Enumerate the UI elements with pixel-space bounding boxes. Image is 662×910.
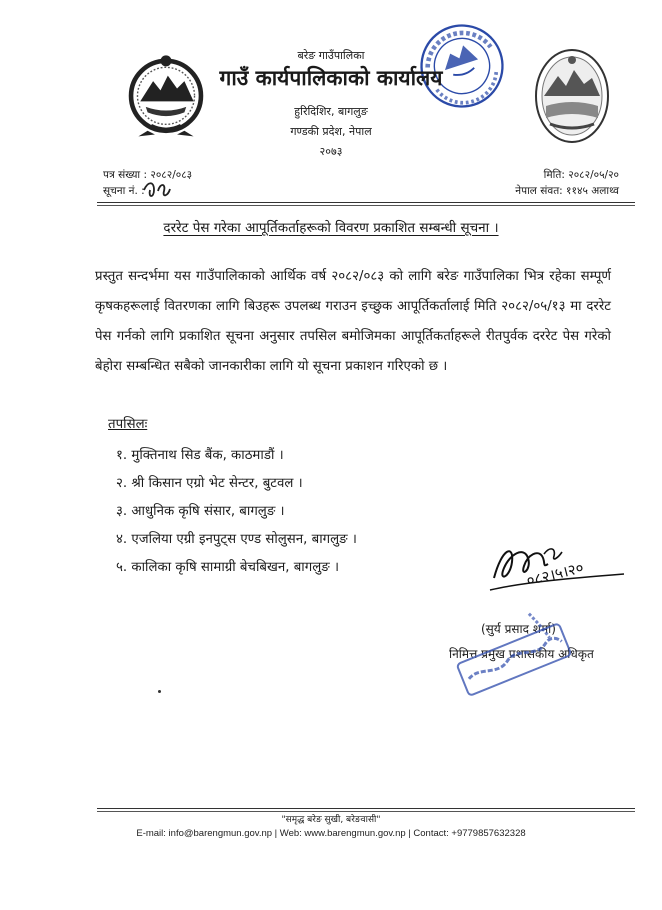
org-small-name: बरेङ गाउँपालिका: [297, 49, 365, 62]
handwritten-number-icon: [142, 181, 182, 199]
list-item: ३. आधुनिक कृषि संसार, बागलुङ ।: [116, 504, 285, 519]
notice-subject: दररेट पेस गरेका आपूर्तिकर्ताहरूको विवरण प्रकाशित सम्बन्धी सूचना ।: [163, 220, 499, 236]
supplier-list: [116, 442, 357, 582]
list-item: ४. एजलिया एग्री इनपुट्स एण्ड सोलुसन, बागलुङ ।: [116, 532, 357, 547]
notice-body: प्रस्तुत सन्दर्भमा यस गाउँपालिकाको आर्थिक वर्ष २०८२/०८३ को लागि बरेङ गाउँपालिका भित्र रहेका सम्पूर्ण कृषकहरूलाई वितरणका लागि बिउहरू उपलब्ध गराउन इच्छुक आपूर्तिकर्तालाई मिति २०८२/०५/१३ मा दररेट पेस गर्नको लागि प्रकाशित सूचना अनुसार तपसिल बमोजिमका आपूर्तिकर्ताहरूले रीतपुर्वक दररेट पेस गरेको बेहोरा सम्बन्धित सबैको जानकारीका लागि यो सूचना प्रकाशन गरिएको छ ।: [95, 269, 611, 374]
signature-date: ०८२।५।२०: [524, 558, 586, 590]
list-item: २. श्री किसान एग्रो भेट सेन्टर, बुटवल ।: [116, 476, 303, 491]
municipality-logo-icon: [532, 46, 612, 146]
footer-contact: E-mail: info@barengmun.gov.np | Web: www.barengmun.gov.np | Contact: +9779857632328: [136, 828, 526, 839]
signature-icon: [484, 538, 634, 602]
address-line-1: हुरिदिशिर, बागलुङ: [294, 105, 368, 118]
office-title: गाउँ कार्यपालिकाको कार्यालय: [219, 66, 443, 90]
letter-number: पत्र संख्या : २०८२/०८३: [103, 169, 193, 181]
header-divider-thin: [97, 205, 635, 206]
footer-divider: [97, 808, 635, 809]
stray-dot: [158, 690, 161, 693]
letter-date: मिति: २०८२/०५/२०: [543, 169, 619, 181]
signer-name: (सुर्य प्रसाद शर्मा): [481, 622, 556, 636]
list-heading: तपसिलः: [108, 417, 148, 432]
nepal-era-date: नेपाल संवत: ११४५ अलाथ्व: [515, 185, 619, 197]
signer-title: निमित्त प्रमुख प्रशासकीय अधिकृत: [449, 647, 594, 661]
address-line-2: गण्डकी प्रदेश, नेपाल: [290, 125, 372, 138]
list-item: १. मुक्तिनाथ सिड बैंक, काठमाडौं ।: [116, 448, 284, 463]
notice-number: सूचना नं. :: [103, 185, 145, 197]
officer-stamp-icon: [452, 612, 582, 722]
established-year: २०७३: [319, 145, 343, 158]
list-item: ५. कालिका कृषि सामाग्री बेचबिखन, बागलुङ ।: [116, 560, 339, 575]
header-divider: [97, 202, 635, 203]
footer-motto: "समृद्ध बरेङ सुखी, बरेङवासी": [281, 815, 381, 825]
